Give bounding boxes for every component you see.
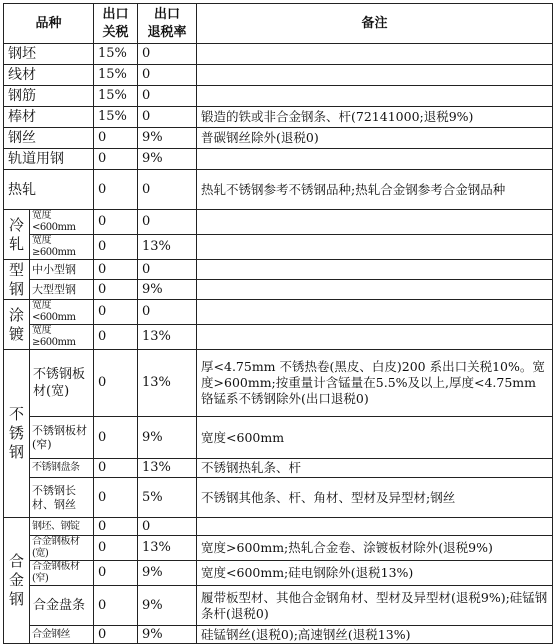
note: 热轧不锈钢参考不锈钢品种;热轧合金钢参考合金钢品种 xyxy=(197,170,553,210)
export-tax: 0 xyxy=(94,459,138,478)
variety-name: 热轧 xyxy=(4,170,94,210)
table-row xyxy=(4,417,553,459)
rebate-rate: 0 xyxy=(138,44,197,65)
rebate-rate: 0 xyxy=(138,86,197,107)
rebate-rate: 13% xyxy=(138,235,197,260)
subvariety-name: 合金钢板材(宽) xyxy=(30,536,94,561)
subvariety-name: 中小型钢 xyxy=(30,260,94,280)
variety-name: 钢丝 xyxy=(4,128,94,149)
subvariety-name: 大型型钢 xyxy=(30,280,94,300)
table-row xyxy=(4,235,553,260)
rebate-rate: 0 xyxy=(138,518,197,536)
export-tax: 0 xyxy=(94,417,138,459)
rebate-rate: 5% xyxy=(138,478,197,518)
variety-name: 钢坯 xyxy=(4,44,94,65)
table-row xyxy=(4,149,553,170)
subvariety-name: 合金钢丝 xyxy=(30,626,94,644)
rebate-rate: 0 xyxy=(138,107,197,128)
header-variety: 品种 xyxy=(4,4,94,44)
subvariety-name: 不锈钢盘条 xyxy=(30,459,94,478)
tariff-table xyxy=(3,3,553,644)
header-row xyxy=(4,4,553,44)
table-row xyxy=(4,459,553,478)
rebate-rate: 0 xyxy=(138,210,197,235)
table-row xyxy=(4,65,553,86)
note xyxy=(197,260,553,280)
rebate-rate: 9% xyxy=(138,417,197,459)
export-tax: 0 xyxy=(94,280,138,300)
variety-name: 轨道用钢 xyxy=(4,149,94,170)
export-tax: 0 xyxy=(94,586,138,626)
note xyxy=(197,325,553,350)
variety-name: 钢筋 xyxy=(4,86,94,107)
subvariety-name: 宽度≥600mm xyxy=(30,325,94,350)
table-row xyxy=(4,350,553,417)
table-row xyxy=(4,626,553,644)
rebate-rate: 9% xyxy=(138,626,197,644)
export-tax: 0 xyxy=(94,210,138,235)
note: 不锈钢其他条、杆、角材、型材及异型材;钢丝 xyxy=(197,478,553,518)
note xyxy=(197,86,553,107)
rebate-rate: 9% xyxy=(138,561,197,586)
note xyxy=(197,44,553,65)
note: 硅锰钢丝(退税0);高速钢丝(退税13%) xyxy=(197,626,553,644)
table-row xyxy=(4,260,553,280)
subvariety-name: 不锈钢板材(宽) xyxy=(30,350,94,417)
group-label-cold-rolled: 冷轧 xyxy=(4,210,30,260)
rebate-rate: 9% xyxy=(138,149,197,170)
note xyxy=(197,280,553,300)
rebate-rate: 0 xyxy=(138,260,197,280)
rebate-rate: 9% xyxy=(138,586,197,626)
table-row xyxy=(4,44,553,65)
rebate-rate: 0 xyxy=(138,65,197,86)
table-row xyxy=(4,536,553,561)
note: 宽度>600mm;热轧合金卷、涂镀板材除外(退税9%) xyxy=(197,536,553,561)
export-tax: 0 xyxy=(94,536,138,561)
subvariety-name: 不锈钢板材(窄) xyxy=(30,417,94,459)
note xyxy=(197,65,553,86)
rebate-rate: 13% xyxy=(138,459,197,478)
export-tax: 0 xyxy=(94,260,138,280)
table-row xyxy=(4,170,553,210)
export-tax: 0 xyxy=(94,235,138,260)
export-tax: 0 xyxy=(94,561,138,586)
note: 宽度<600mm xyxy=(197,417,553,459)
header-export-tax: 出口 关税 xyxy=(94,4,138,44)
note: 宽度<600mm;硅电钢除外(退税13%) xyxy=(197,561,553,586)
export-tax: 0 xyxy=(94,325,138,350)
note xyxy=(197,210,553,235)
table-row xyxy=(4,210,553,235)
export-tax: 15% xyxy=(94,107,138,128)
table-row xyxy=(4,300,553,325)
export-tax: 15% xyxy=(94,44,138,65)
rebate-rate: 13% xyxy=(138,536,197,561)
subvariety-name: 合金钢板材(窄) xyxy=(30,561,94,586)
export-tax: 0 xyxy=(94,149,138,170)
group-label-stainless: 不锈钢 xyxy=(4,350,30,518)
table-row xyxy=(4,561,553,586)
rebate-rate: 0 xyxy=(138,170,197,210)
table-row xyxy=(4,128,553,149)
subvariety-name: 宽度<600mm xyxy=(30,300,94,325)
export-tax: 0 xyxy=(94,128,138,149)
export-tax: 15% xyxy=(94,86,138,107)
header-rebate-rate: 出口 退税率 xyxy=(138,4,197,44)
group-label-section-steel: 型钢 xyxy=(4,260,30,300)
table-row xyxy=(4,478,553,518)
subvariety-name: 宽度<600mm xyxy=(30,210,94,235)
subvariety-name: 合金盘条 xyxy=(30,586,94,626)
table-row xyxy=(4,86,553,107)
note xyxy=(197,235,553,260)
table-row xyxy=(4,107,553,128)
export-tax: 0 xyxy=(94,170,138,210)
variety-name: 线材 xyxy=(4,65,94,86)
rebate-rate: 13% xyxy=(138,350,197,417)
rebate-rate: 9% xyxy=(138,128,197,149)
rebate-rate: 9% xyxy=(138,280,197,300)
table-row xyxy=(4,518,553,536)
variety-name: 棒材 xyxy=(4,107,94,128)
note: 履带板型材、其他合金钢角材、型材及异型材(退税9%);硅锰钢条杆(退税0) xyxy=(197,586,553,626)
export-tax: 15% xyxy=(94,65,138,86)
group-label-coated: 涂镀 xyxy=(4,300,30,350)
subvariety-name: 钢坯、钢锭 xyxy=(30,518,94,536)
export-tax: 0 xyxy=(94,626,138,644)
note xyxy=(197,300,553,325)
rebate-rate: 13% xyxy=(138,325,197,350)
subvariety-name: 不锈钢长材、钢丝 xyxy=(30,478,94,518)
subvariety-name: 宽度≥600mm xyxy=(30,235,94,260)
rebate-rate: 0 xyxy=(138,300,197,325)
header-note: 备注 xyxy=(197,4,553,44)
note: 锻造的铁或非合金钢条、杆(72141000;退税9%) xyxy=(197,107,553,128)
export-tax: 0 xyxy=(94,478,138,518)
note xyxy=(197,518,553,536)
note: 普碳钢丝除外(退税0) xyxy=(197,128,553,149)
table-row xyxy=(4,586,553,626)
note: 不锈钢热轧条、杆 xyxy=(197,459,553,478)
note: 厚<4.75mm 不锈热卷(黑皮、白皮)200 系出口关税10%。宽度>600mm;按重量计含锰量在5.5%及以上,厚度<4.75mm 铬锰系不锈钢除外(出口退税0) xyxy=(197,350,553,417)
export-tax: 0 xyxy=(94,518,138,536)
table-row xyxy=(4,280,553,300)
table-row xyxy=(4,325,553,350)
group-label-alloy: 合金钢 xyxy=(4,518,30,644)
note xyxy=(197,149,553,170)
export-tax: 0 xyxy=(94,300,138,325)
export-tax: 0 xyxy=(94,350,138,417)
